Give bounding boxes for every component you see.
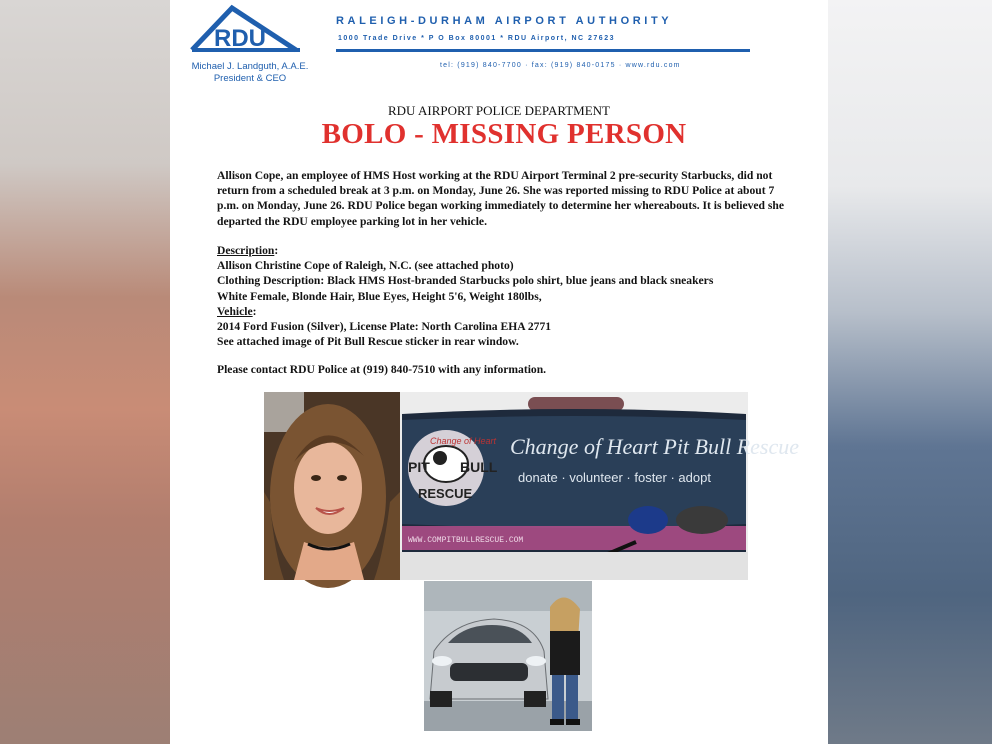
missing-person-photo [264,392,400,580]
rdu-logo [188,4,308,58]
sticker-logo-bull: BULL [460,459,498,475]
letterhead-rule [336,49,750,52]
org-contact: tel: (919) 840-7700 · fax: (919) 840-0175 · www.rdu.com [440,62,681,69]
ceo-name: Michael J. Landguth, A.A.E. [191,61,309,72]
vehicle-heading: Vehicle [217,304,253,318]
logo-text: RDU [214,25,266,52]
physical-line: White Female, Blonde Hair, Blue Eyes, Height 5'6, Weight 180lbs, [217,289,542,303]
sticker-url: WWW.COMPITBULLRESCUE.COM [408,536,524,545]
sticker-tagline: donate · volunteer · foster · adopt [518,470,711,485]
sticker-line: See attached image of Pit Bull Rescue sticker in rear window. [217,335,519,349]
name-line: Allison Christine Cope of Raleigh, N.C. (see attached photo) [217,259,514,273]
sticker-logo-pit: PIT [408,459,430,475]
background-left [0,0,170,744]
background-right [828,0,992,744]
ceo-block [180,61,320,85]
ceo-title: President & CEO [213,73,287,84]
sticker-logo-rescue: RESCUE [418,486,473,501]
bolo-headline: BOLO - MISSING PERSON [321,118,687,150]
clothing-line: Clothing Description: Black HMS Host-branded Starbucks polo shirt, blue jeans and black sneakers [217,274,714,288]
vehicle-heading-line: Vehicle: [217,304,257,318]
description-block [217,243,797,349]
document-page [170,0,828,744]
sticker-logo-top: Change of Heart [430,436,497,446]
description-heading: Description [217,244,275,257]
sticker-headline: Change of Heart Pit Bull Rescue [510,434,799,459]
summary-paragraph: Allison Cope, an employee of HMS Host working at the RDU Airport Terminal 2 pre-security Starbucks, did not return from a scheduled break at 3 p.m. on Monday, June 26. She was reported missing to RDU Police at about 7 p.m. on Monday, June 26. RDU Police began working immediately to determine her whereabouts. It is believed she departed the RDU employee parking lot in her vehicle. [217,169,785,228]
vehicle-photo [424,581,592,731]
department-title: RDU AIRPORT POLICE DEPARTMENT [388,103,610,118]
org-address: 1000 Trade Drive * P O Box 80001 * RDU Airport, NC 27623 [338,35,615,42]
vehicle-line: 2014 Ford Fusion (Silver), License Plate: North Carolina EHA 2771 [217,320,552,334]
description-heading-line: Description: [217,244,279,257]
police-contact-line: Please contact RDU Police at (919) 840-7510 with any information. [217,363,547,376]
rear-window-sticker-photo [400,392,799,580]
org-name: RALEIGH-DURHAM AIRPORT AUTHORITY [336,15,673,27]
